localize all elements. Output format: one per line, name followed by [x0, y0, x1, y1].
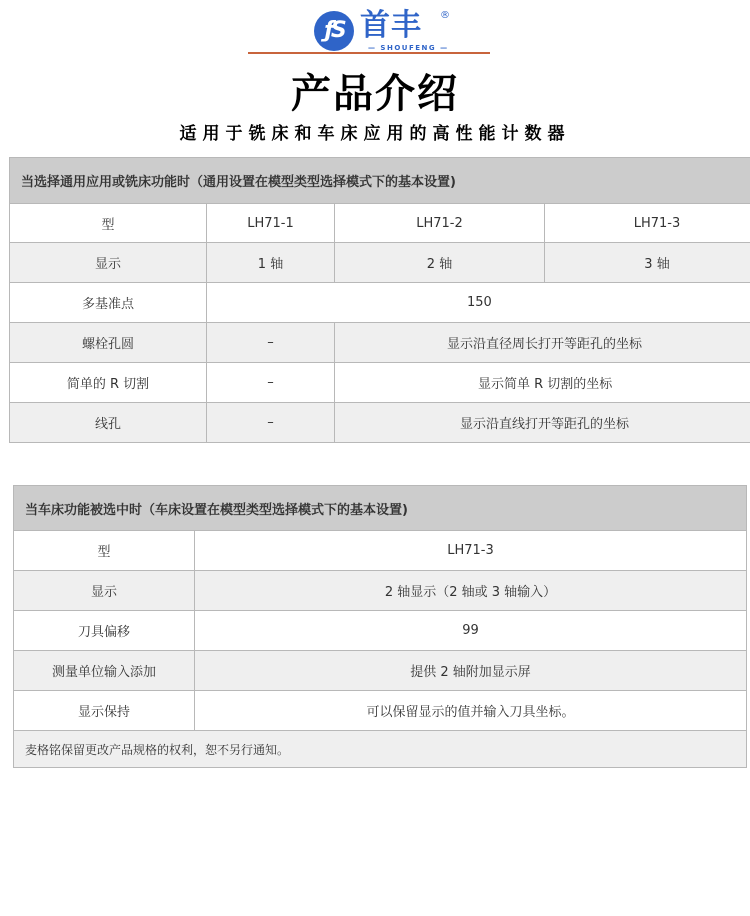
logo-brand-text: 首丰 [360, 8, 422, 43]
cell: 显示简单 R 切割的坐标 [335, 363, 750, 403]
cell: LH71-3 [545, 204, 750, 243]
page-subtitle: 适用于铣床和车床应用的高性能计数器 [179, 124, 571, 144]
cell: 150 [207, 283, 750, 323]
table-row [10, 403, 750, 443]
logo-mark-icon: ƒS [314, 11, 354, 51]
row-label: 显示 [14, 571, 195, 611]
cell: 1 轴 [207, 243, 335, 283]
row-label: 刀具偏移 [14, 611, 195, 651]
cell: 提供 2 轴附加显示屏 [195, 651, 747, 691]
table-row [10, 204, 750, 243]
page-title: 产品介绍 [291, 71, 459, 117]
table-row [14, 531, 747, 571]
table-row [14, 651, 747, 691]
table-row [10, 283, 750, 323]
cell: 99 [195, 611, 747, 651]
cell: – [207, 323, 335, 363]
brand-logo [312, 8, 462, 54]
cell: 显示沿直线打开等距孔的坐标 [335, 403, 750, 443]
milling-spec-table [9, 157, 750, 443]
cell: – [207, 403, 335, 443]
cell: 2 轴显示（2 轴或 3 轴输入） [195, 571, 747, 611]
table-title: 当车床功能被选中时（车床设置在模型类型选择模式下的基本设置) [14, 486, 747, 531]
row-label: 型 [14, 531, 195, 571]
row-label: 线孔 [10, 403, 207, 443]
cell: LH71-1 [207, 204, 335, 243]
table-row [10, 243, 750, 283]
cell: LH71-2 [335, 204, 545, 243]
row-label: 简单的 R 切割 [10, 363, 207, 403]
cell: 3 轴 [545, 243, 750, 283]
cell: – [207, 363, 335, 403]
cell: 2 轴 [335, 243, 545, 283]
row-label: 型 [10, 204, 207, 243]
row-label: 螺栓孔圆 [10, 323, 207, 363]
row-label: 显示保持 [14, 691, 195, 731]
cell: 可以保留显示的值并输入刀具坐标。 [195, 691, 747, 731]
disclaimer-note: 麦格铭保留更改产品规格的权利，恕不另行通知。 [14, 731, 747, 768]
table-row [14, 611, 747, 651]
table-row [10, 363, 750, 403]
cell: LH71-3 [195, 531, 747, 571]
table-row [10, 323, 750, 363]
row-label: 测量单位输入添加 [14, 651, 195, 691]
row-label: 多基准点 [10, 283, 207, 323]
logo-subtext: — SHOUFENG — [368, 44, 449, 52]
logo-divider [248, 52, 490, 54]
cell: 显示沿直径周长打开等距孔的坐标 [335, 323, 750, 363]
registered-mark: ® [440, 10, 450, 21]
row-label: 显示 [10, 243, 207, 283]
table-title: 当选择通用应用或铣床功能时（通用设置在模型类型选择模式下的基本设置) [10, 158, 750, 204]
table-row [14, 571, 747, 611]
table-row [14, 691, 747, 731]
lathe-spec-table [13, 485, 747, 768]
